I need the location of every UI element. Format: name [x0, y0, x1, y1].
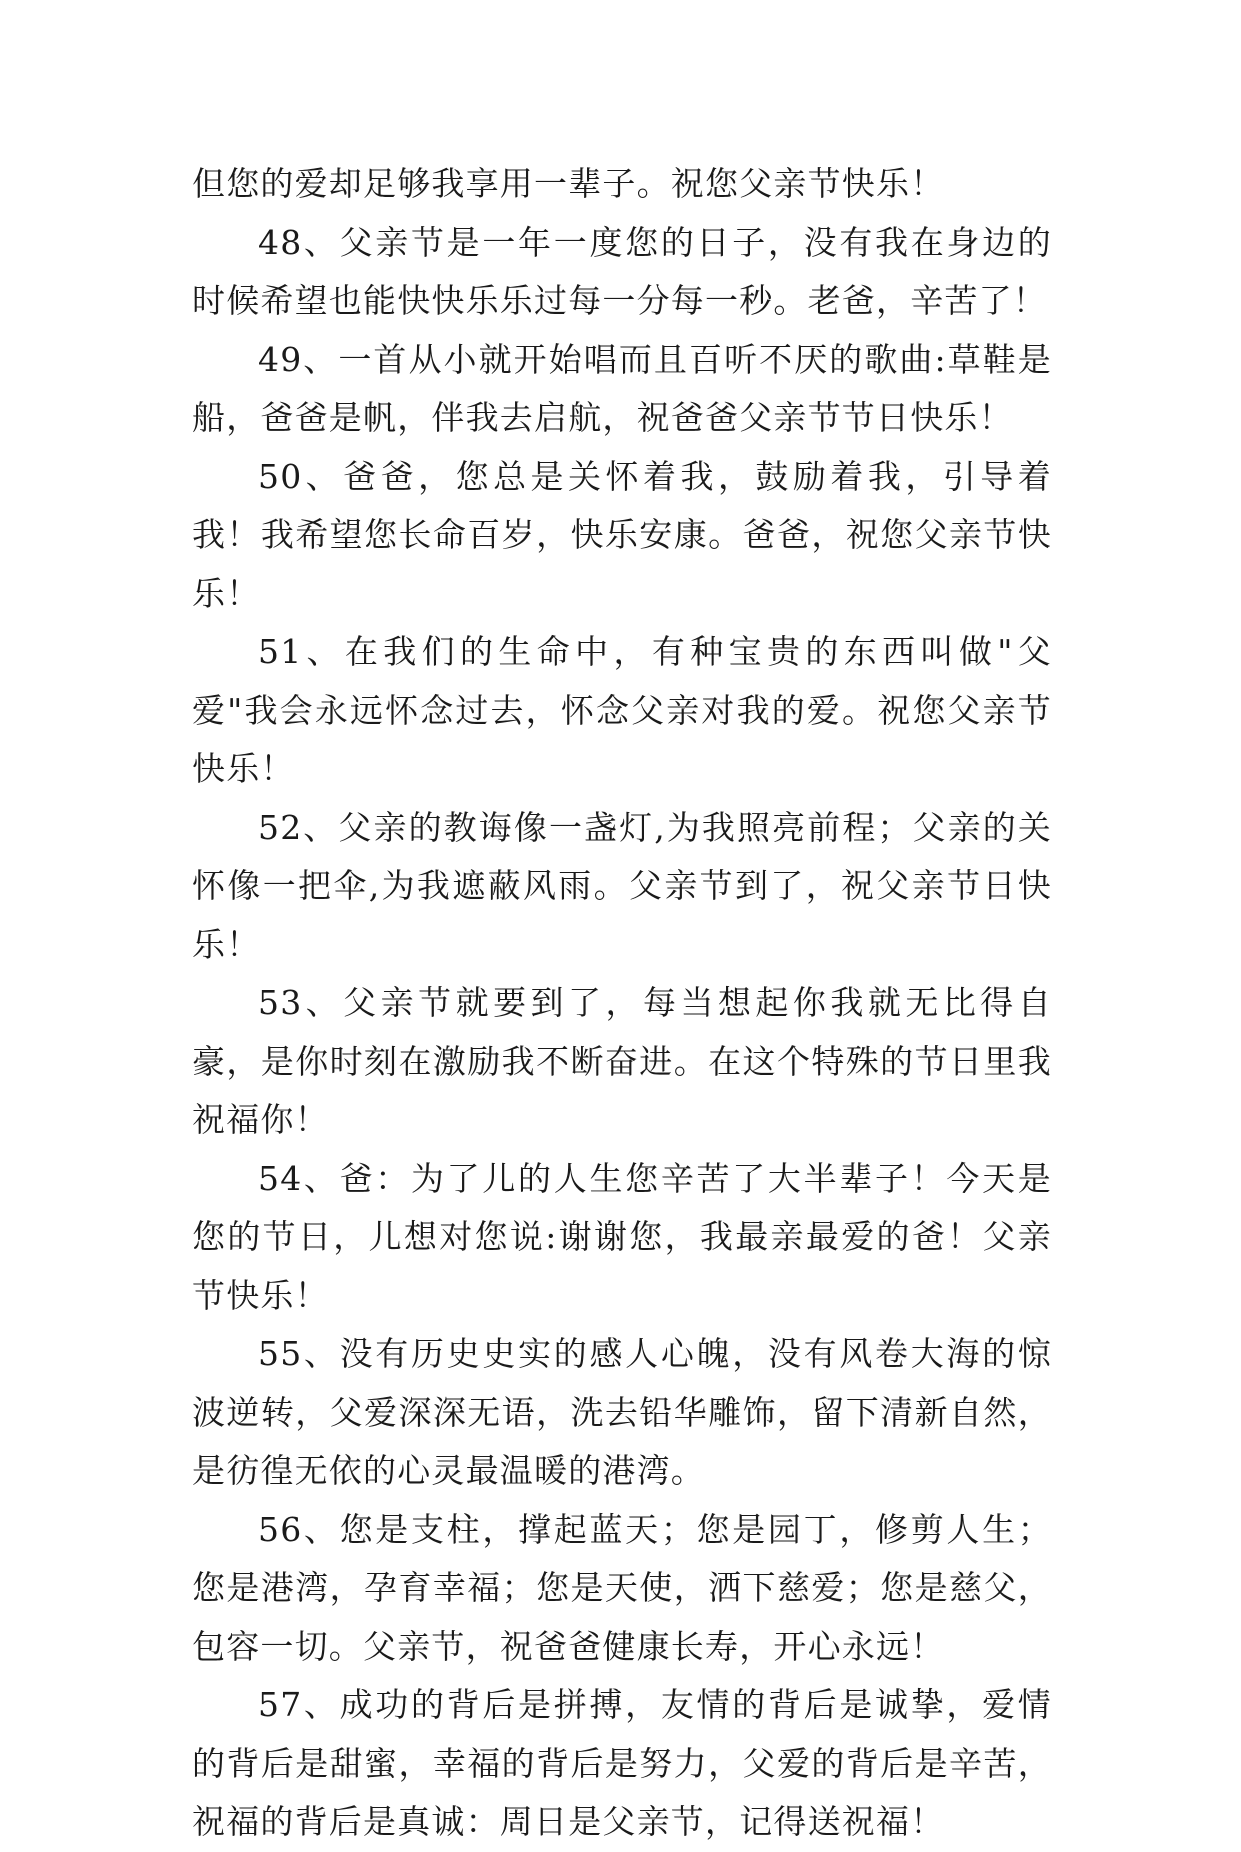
paragraph-53: 53、父亲节就要到了，每当想起你我就无比得自豪，是你时刻在激励我不断奋进。在这个特殊的节日里我祝福你！: [192, 983, 1052, 1139]
paragraph-continuation: 但您的爱却足够我享用一辈子。祝您父亲节快乐！: [192, 164, 945, 203]
paragraph-55: 55、没有历史史实的感人心魄，没有风卷大海的惊波逆转，父爱深深无语，洗去铅华雕饰，留下清新自然，是彷徨无依的心灵最温暖的港湾。: [192, 1334, 1052, 1490]
paragraph-48: 48、父亲节是一年一度您的日子，没有我在身边的时候希望也能快快乐乐过每一分每一秒。老爸，辛苦了！: [192, 222, 1052, 320]
paragraph-54: 54、爸：为了儿的人生您辛苦了大半辈子！今天是您的节日，儿想对您说:谢谢您，我最亲最爱的爸！父亲节快乐！: [192, 1158, 1052, 1315]
paragraph-51: 51、在我们的生命中，有种宝贵的东西叫做"父爱"我会永远怀念过去，怀念父亲对我的爱。祝您父亲节快乐！: [192, 632, 1052, 788]
paragraph-52: 52、父亲的教诲像一盏灯,为我照亮前程；父亲的关怀像一把伞,为我遮蔽风雨。父亲节到了，祝父亲节日快乐！: [192, 807, 1052, 964]
document-body: [192, 155, 1052, 1852]
paragraph-57: 57、成功的背后是拼搏，友情的背后是诚挚，爱情的背后是甜蜜，幸福的背后是努力，父爱的背后是辛苦，祝福的背后是真诚：周日是父亲节，记得送祝福！: [192, 1685, 1052, 1841]
paragraph-56: 56、您是支柱，撑起蓝天；您是园丁，修剪人生；您是港湾，孕育幸福；您是天使，洒下慈爱；您是慈父，包容一切。父亲节，祝爸爸健康长寿，开心永远！: [192, 1509, 1052, 1666]
paragraph-49: 49、一首从小就开始唱而且百听不厌的歌曲:草鞋是船，爸爸是帆，伴我去启航，祝爸爸父亲节节日快乐！: [192, 339, 1052, 437]
paragraph-50: 50、爸爸，您总是关怀着我，鼓励着我，引导着我！我希望您长命百岁，快乐安康。爸爸，祝您父亲节快乐！: [192, 456, 1052, 613]
